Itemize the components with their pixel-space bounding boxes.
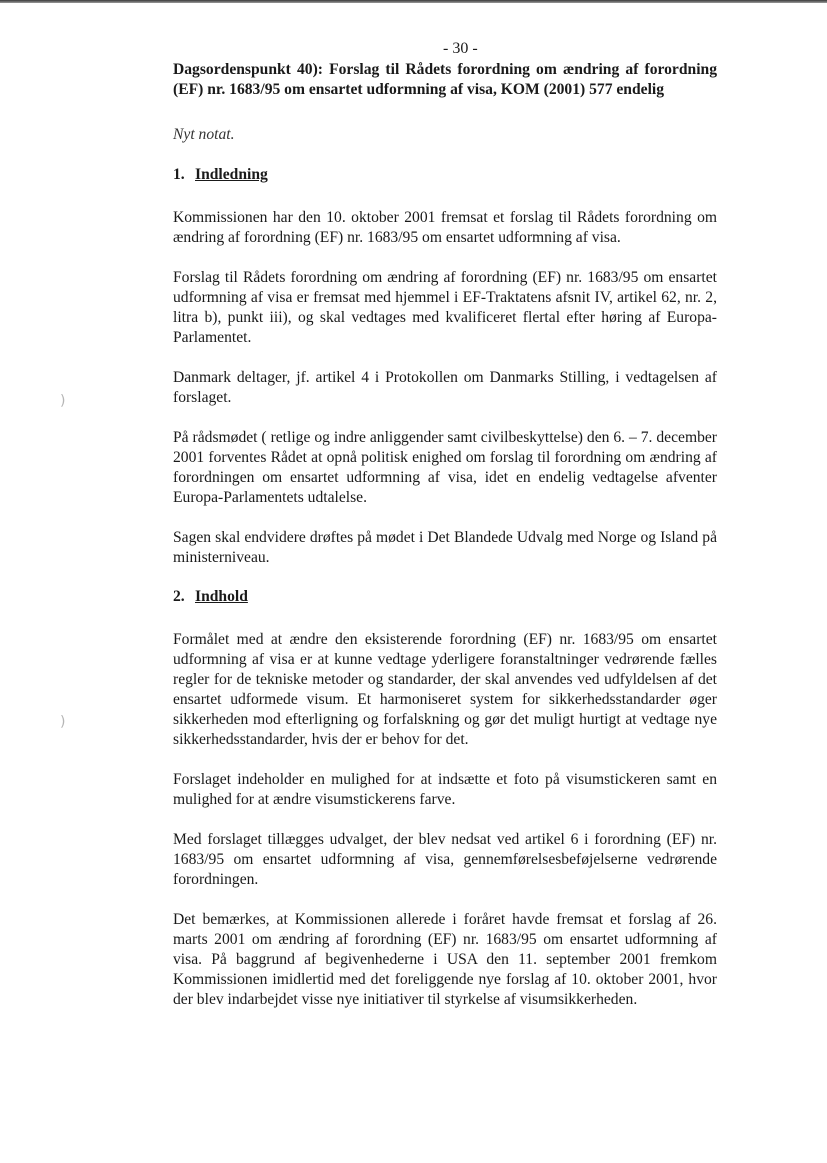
paragraph: Danmark deltager, jf. artikel 4 i Protokollen om Danmarks Stilling, i vedtagelsen af forslaget. — [173, 369, 717, 406]
paragraph: Det bemærkes, at Kommissionen allerede i foråret havde fremsat et forslag af 26. marts 2001 om ændring af forordning (EF) nr. 1683/95 om ensartet udformning af visa. På baggrund af begivenhederne i USA den 11. september 2001 fremkom Kommissionen imidlertid med det foreliggende nye forslag af 10. oktober 2001, hvor der blev indarbejdet visse nye initiativer til styrkelse af visumsikkerheden. — [173, 911, 717, 1008]
paragraph: Forslag til Rådets forordning om ændring af forordning (EF) nr. 1683/95 om ensartet udformning af visa er fremsat med hjemmel i EF-Traktatens afsnit IV, artikel 62, nr. 2, litra b), punkt iii), og skal vedtages med kvalificeret flertal efter høring af Europa-Parlamentet. — [173, 269, 717, 346]
paragraph: På rådsmødet ( retlige og indre anliggender samt civilbeskyttelse) den 6. – 7. december 2001 forventes Rådet at opnå politisk enighed om forslag til forordning om ændring af forordningen om ensartet udformning af visa, idet en endelig vedtagelse afventer Europa-Parlamentets udtalelse. — [173, 429, 717, 506]
section-heading-content — [173, 587, 717, 607]
section-heading-intro — [173, 165, 717, 185]
paragraph: Forslaget indeholder en mulighed for at indsætte et foto på visumstickeren samt en mulighed for at ændre visumstickerens farve. — [173, 771, 717, 808]
document-body — [173, 60, 717, 1010]
scan-edge — [0, 0, 827, 3]
paragraph: Med forslaget tillægges udvalget, der blev nedsat ved artikel 6 i forordning (EF) nr. 1683/95 om ensartet udformning af visa, gennemførelsesbeføjelserne vedrørende forordningen. — [173, 831, 717, 888]
section-title: Indledning — [195, 166, 268, 183]
scan-artifact: ) — [60, 714, 66, 730]
paragraph: Kommissionen har den 10. oktober 2001 fremsat et forslag til Rådets forordning om ændring af forordning (EF) nr. 1683/95 om ensartet udformning af visa. — [173, 209, 717, 246]
note-label: Nyt notat. — [173, 126, 235, 143]
section-number: 1. — [173, 166, 185, 183]
agenda-title: Dagsordenspunkt 40): Forslag til Rådets forordning om ændring af forordning (EF) nr. 1683/95 om ensartet udformning af visa, KOM (2001) 577 endelig — [173, 61, 717, 98]
paragraph: Sagen skal endvidere drøftes på mødet i Det Blandede Udvalg med Norge og Island på ministerniveau. — [173, 529, 717, 566]
section-number: 2. — [173, 588, 185, 605]
section-title: Indhold — [195, 588, 248, 605]
paragraph: Formålet med at ændre den eksisterende forordning (EF) nr. 1683/95 om ensartet udformning af visa er at kunne vedtage yderligere foranstaltninger vedrørende fælles regler for de tekniske metoder og standarder, der skal anvendes ved udfyldelsen af det ensartet udformede visum. Et harmoniseret system for sikkerhedsstandarder øger sikkerheden mod efterligning og forfalskning og gør det muligt hurtigt at vedtage nye sikkerhedsstandarder, hvis der er behov for det. — [173, 631, 717, 748]
scan-artifact: ) — [60, 393, 66, 409]
page-number: - 30 - — [443, 40, 478, 57]
